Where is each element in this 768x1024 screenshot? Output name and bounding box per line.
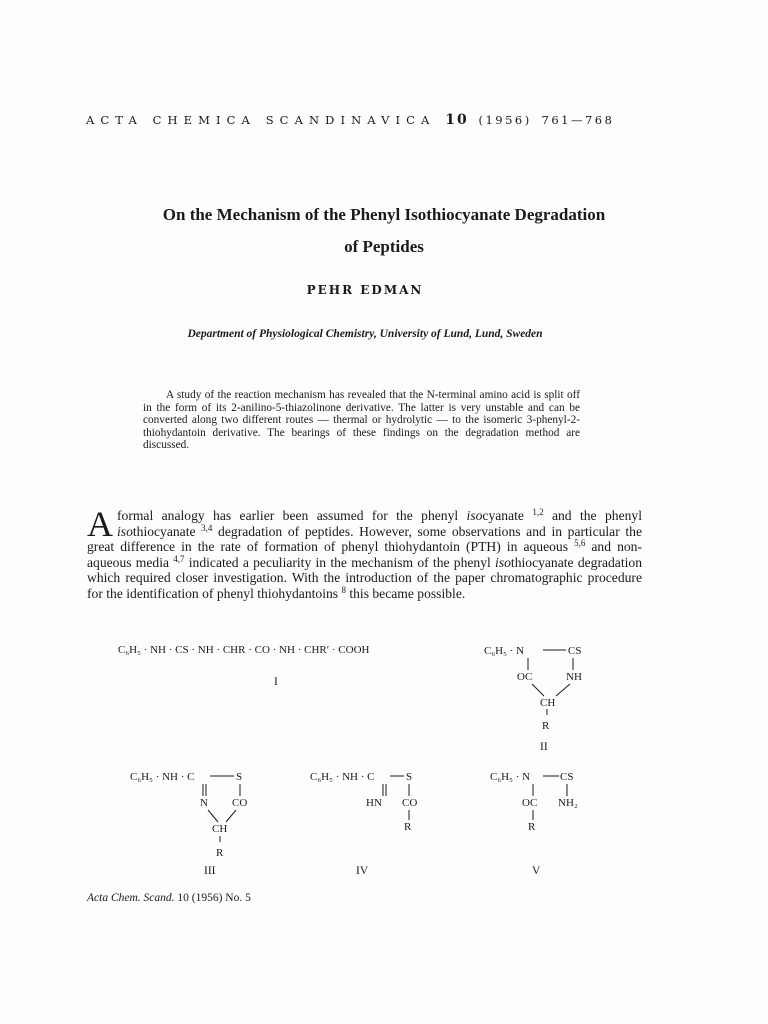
structure-iv xyxy=(308,766,448,846)
body-text: and the phenyl xyxy=(543,508,642,523)
formula-i: C₆H₅ · NH · CS · NH · CHR · CO · NH · CHR′ · COOH xyxy=(118,644,370,656)
body-text: this became possible. xyxy=(345,585,466,601)
bond xyxy=(208,810,218,822)
footer-journal: Acta Chem. Scand. xyxy=(87,892,175,904)
struct-iii-r: R xyxy=(216,847,224,859)
volume-number: 10 xyxy=(445,112,469,128)
struct-ii-ch: CH xyxy=(540,697,556,709)
running-header xyxy=(86,112,646,128)
bond xyxy=(226,810,236,822)
struct-ii-r: R xyxy=(542,720,550,732)
body-text: formal analogy has earlier been assumed for the phenyl xyxy=(117,508,467,523)
struct-iii-phenyl: C₆H₅ · NH · C xyxy=(130,771,195,783)
bond xyxy=(532,684,544,696)
struct-iv-hn: HN xyxy=(366,797,382,809)
body-paragraph xyxy=(87,504,643,602)
page-footer xyxy=(87,892,251,904)
year: (1956) xyxy=(478,113,532,127)
struct-ii-nh: NH xyxy=(566,671,582,683)
affiliation: Department of Physiological Chemistry, University of Lund, Lund, Sweden xyxy=(187,328,543,340)
struct-v-oc: OC xyxy=(522,797,538,809)
struct-iv-co: CO xyxy=(402,797,418,809)
struct-ii-phenyl-n: C₆H₅ · N xyxy=(484,645,525,657)
body-text: thiocyanate xyxy=(132,523,202,539)
reference-marker: 3,4 xyxy=(201,522,213,533)
struct-v-r: R xyxy=(528,821,536,833)
author: PEHR EDMAN xyxy=(306,283,424,297)
struct-ii-cs: CS xyxy=(568,645,582,657)
struct-v-phenyl-n: C₆H₅ · N xyxy=(490,771,531,783)
struct-iii-n: N xyxy=(200,797,208,809)
structure-iii xyxy=(128,766,278,866)
bond xyxy=(556,684,570,696)
label-v: V xyxy=(532,865,541,877)
reference-marker: 1,2 xyxy=(532,507,544,517)
footer-volume: 10 (1956) No. 5 xyxy=(177,892,251,904)
label-i: I xyxy=(274,676,278,688)
body-text: indicated a peculiarity in the mechanism of the phenyl xyxy=(184,554,496,570)
body-text: degradation of peptides. However, some observations and in particular the great difference in the rate of formation of phenyl thiohydantoin (PTH) in aqueous xyxy=(87,523,642,555)
label-iii: III xyxy=(204,865,216,877)
struct-v-nh2: NH₂ xyxy=(558,797,578,809)
reference-marker: 4,7 xyxy=(173,553,185,564)
struct-ii-oc: OC xyxy=(517,671,533,683)
title-line-2: of Peptides xyxy=(344,237,424,256)
abstract: A study of the reaction mechanism has revealed that the N-terminal amino acid is split off in the form of its 2-anilino-5-thiazolinone derivative. The latter is very unstable and can be converted along two different routes — thermal or hydrolytic — to the isomeric 3-phenyl-2-thiohydantoin derivative. The bearings of these findings on the degradation method are discussed. xyxy=(143,389,580,452)
body-italic: iso xyxy=(117,523,133,539)
body-text: thiocyanate degradation which required closer investigation. With the introduction of the paper chromatographic procedure for the identification of phenyl thiohydantoins xyxy=(87,554,642,601)
struct-iii-ch: CH xyxy=(212,823,228,835)
label-ii: II xyxy=(540,741,548,753)
body-text: cyanate xyxy=(482,508,533,523)
struct-iv-r: R xyxy=(404,821,412,833)
struct-iii-s: S xyxy=(236,771,243,783)
structure-v xyxy=(488,766,608,846)
struct-iii-co: CO xyxy=(232,797,248,809)
reference-marker: 8 xyxy=(341,584,346,595)
struct-iv-s: S xyxy=(406,771,413,783)
journal-name: ACTA CHEMICA SCANDINAVICA xyxy=(86,113,436,127)
struct-v-cs: CS xyxy=(560,771,574,783)
label-iv: IV xyxy=(356,865,369,877)
struct-iv-phenyl: C₆H₅ · NH · C xyxy=(310,771,375,783)
body-italic: iso xyxy=(466,508,483,523)
page-range: 761—768 xyxy=(541,113,615,127)
reference-marker: 5,6 xyxy=(574,538,586,549)
title-line-1: On the Mechanism of the Phenyl Isothiocyanate Degradation xyxy=(162,205,606,224)
body-italic: iso xyxy=(495,554,511,570)
body-text: and non-aqueous media xyxy=(87,539,643,570)
drop-cap: A xyxy=(87,504,113,544)
